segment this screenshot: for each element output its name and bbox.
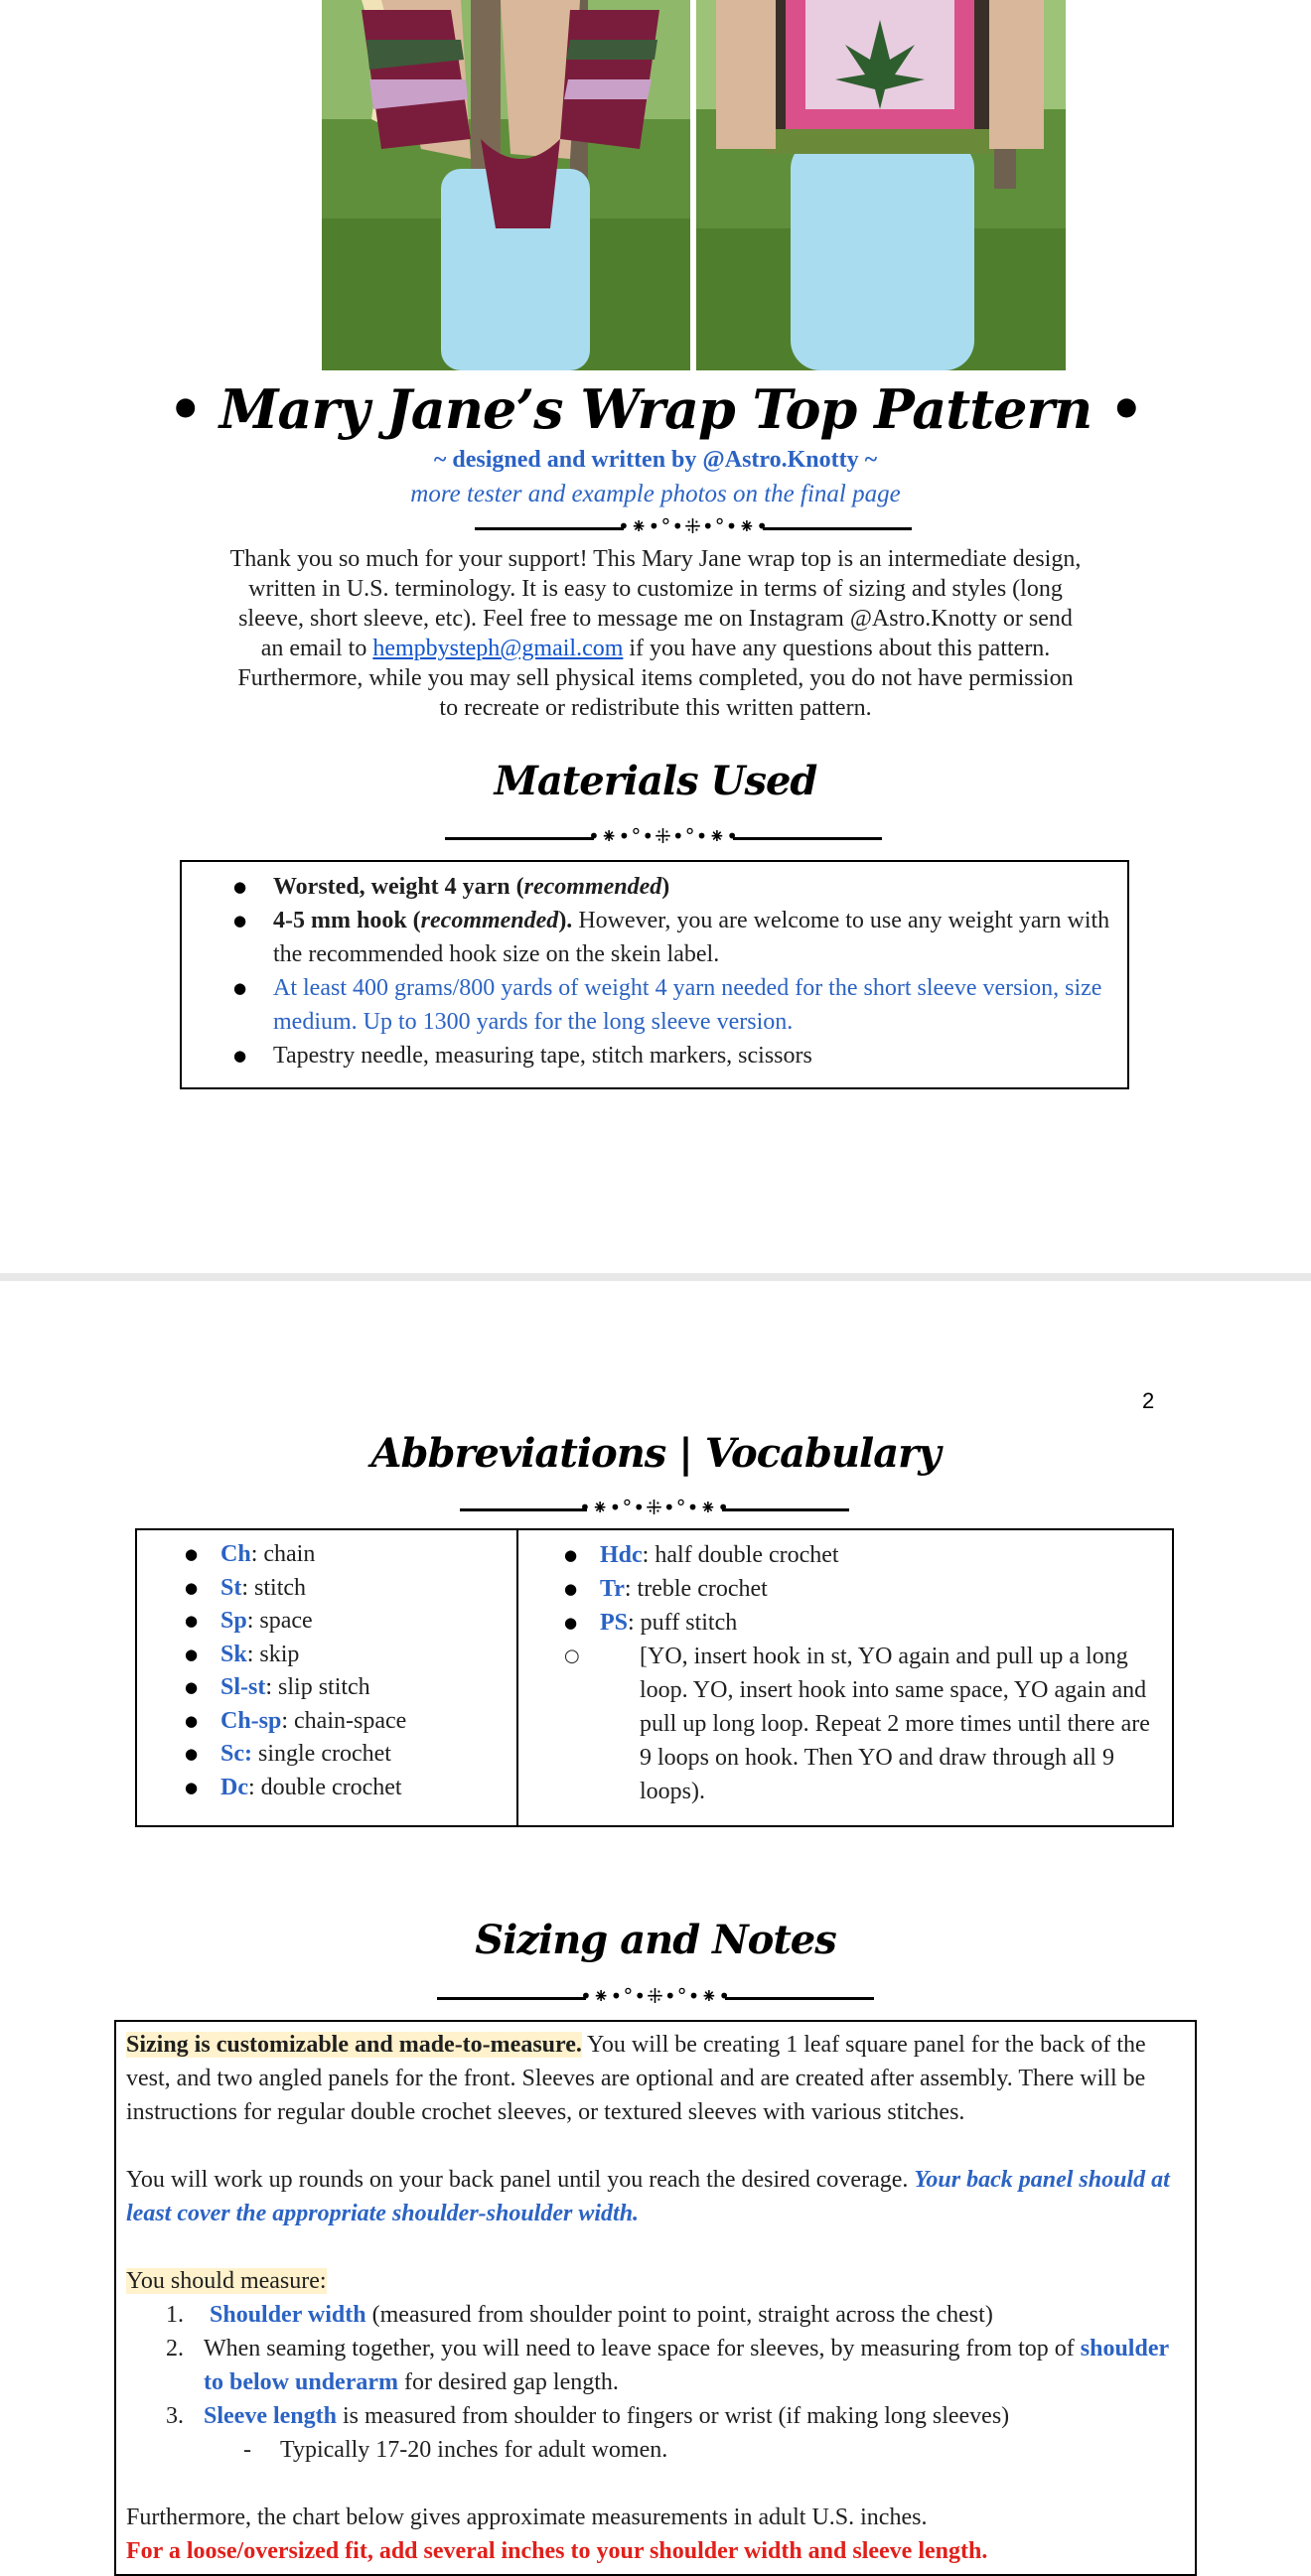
list-item: ● Sk: skip [185, 1638, 516, 1671]
ornamental-divider: •⁕•°•⁜•°•⁕• [475, 517, 912, 539]
list-item: ● Worsted, weight 4 yarn (recommended) [233, 870, 1117, 904]
pattern-page-1 [0, 0, 1311, 1273]
list-item: 3. Sleeve length is measured from shoulder to fingers or wrist (if making long sleeves) [166, 2403, 1010, 2429]
list-item: ● PS: puff stitch [564, 1606, 1160, 1640]
page-number: 2 [1142, 1388, 1155, 1413]
list-item: ● 4-5 mm hook (recommended). However, you are welcome to use any weight yarn with the recommended hook size on the skein label. [233, 904, 1117, 971]
sizing-notes-box [114, 2020, 1197, 2576]
list-item: ● Tapestry needle, measuring tape, stitch markers, scissors [233, 1039, 1117, 1073]
list-item: ● Ch-sp: chain-space [185, 1704, 516, 1738]
designer-byline: ~ designed and written by @Astro.Knotty ~ [433, 447, 878, 473]
crochet-wrap-top-front-photo [322, 0, 690, 370]
contact-email-link[interactable]: hempbysteph@gmail.com [372, 636, 624, 661]
fit-warning: For a loose/oversized fit, add several inches to your shoulder width and sleeve length. [126, 2538, 988, 2564]
list-item: ● Hdc: half double crochet [564, 1538, 1160, 1572]
pattern-page-2 [0, 1281, 1311, 2564]
intro-paragraph [228, 544, 1083, 723]
list-item: 2. When seaming together, you will need to leave space for sleeves, by measuring from top of shoulder to below underarm for desired gap length. [166, 2336, 1169, 2395]
list-item: - Typically 17-20 inches for adult women. [126, 2433, 1185, 2467]
abbreviations-left-column [137, 1530, 518, 1825]
coverage-paragraph: You will work up rounds on your back panel until you reach the desired coverage. Your back panel should at least cover the appropriate shoulder-shoulder width. [126, 2167, 1170, 2226]
abbreviations-right-column [518, 1530, 1172, 1825]
sizing-heading: Sizing and Notes [475, 1917, 836, 1963]
ornamental-divider: •⁕•°•⁜•°•⁕• [460, 1499, 849, 1520]
list-item: ● Sp: space [185, 1605, 516, 1638]
list-item: ● Tr: treble crochet [564, 1572, 1160, 1606]
sizing-paragraph: Sizing is customizable and made-to-measure. You will be creating 1 leaf square panel for the back of the vest, and two angled panels for the front. Sleeves are optional and are created after assembly. There will be instructions for regular double crochet sleeves, or textured sleeves with various stitches. [126, 2032, 1146, 2125]
pattern-title: • Mary Jane’s Wrap Top Pattern • [168, 377, 1143, 441]
ornamental-divider: •⁕•°•⁜•°•⁕• [437, 1987, 874, 2009]
tester-photos-note: more tester and example photos on the final page [410, 481, 901, 507]
list-item: ● Sl-st: slip stitch [185, 1671, 516, 1704]
materials-heading: Materials Used [494, 758, 817, 804]
list-item: ● Ch: chain [185, 1538, 516, 1571]
list-item: ● St: stitch [185, 1571, 516, 1605]
list-item: ● At least 400 grams/800 yards of weight 4 yarn needed for the short sleeve version, size medium. Up to 1300 yards for the long sleeve version. [233, 971, 1117, 1039]
abbreviations-table [135, 1528, 1174, 1827]
list-item: ● Sc: single crochet [185, 1738, 516, 1771]
list-item: ● Dc: double crochet [185, 1771, 516, 1804]
puff-stitch-description: ○ [YO, insert hook in st, YO again and pull up a long loop. YO, insert hook into same space, YO again and pull up long loop. Repeat 2 more times until there are 9 loops on hook. Then YO and draw through all 9 loops). [564, 1640, 1160, 1808]
chart-note: Furthermore, the chart below gives approximate measurements in adult U.S. inches. [126, 2504, 928, 2530]
intro-text-end: if you have any questions about this pattern. Furthermore, while you may sell physical items completed, you do not have permission to recreate or redistribute this written pattern. [237, 636, 1074, 721]
abbreviations-heading: Abbreviations | Vocabulary [370, 1430, 941, 1477]
list-item: 1. Shoulder width (measured from shoulder point to point, straight across the chest) [166, 2302, 993, 2328]
page-separator [0, 1273, 1311, 1281]
intro-text-start: Thank you so much for your support! This Mary Jane wrap top is an intermediate design, written in U.S. terminology. It is easy to customize in terms of sizing and styles (long sleeve, short sleeve, etc). Feel free to message me on Instagram @Astro.Knotty or send an email to [229, 546, 1082, 661]
crochet-wrap-top-back-photo [696, 0, 1066, 370]
ornamental-divider: •⁕•°•⁜•°•⁕• [445, 827, 882, 849]
materials-list-box [180, 860, 1129, 1089]
measure-label: You should measure: [126, 2268, 327, 2294]
